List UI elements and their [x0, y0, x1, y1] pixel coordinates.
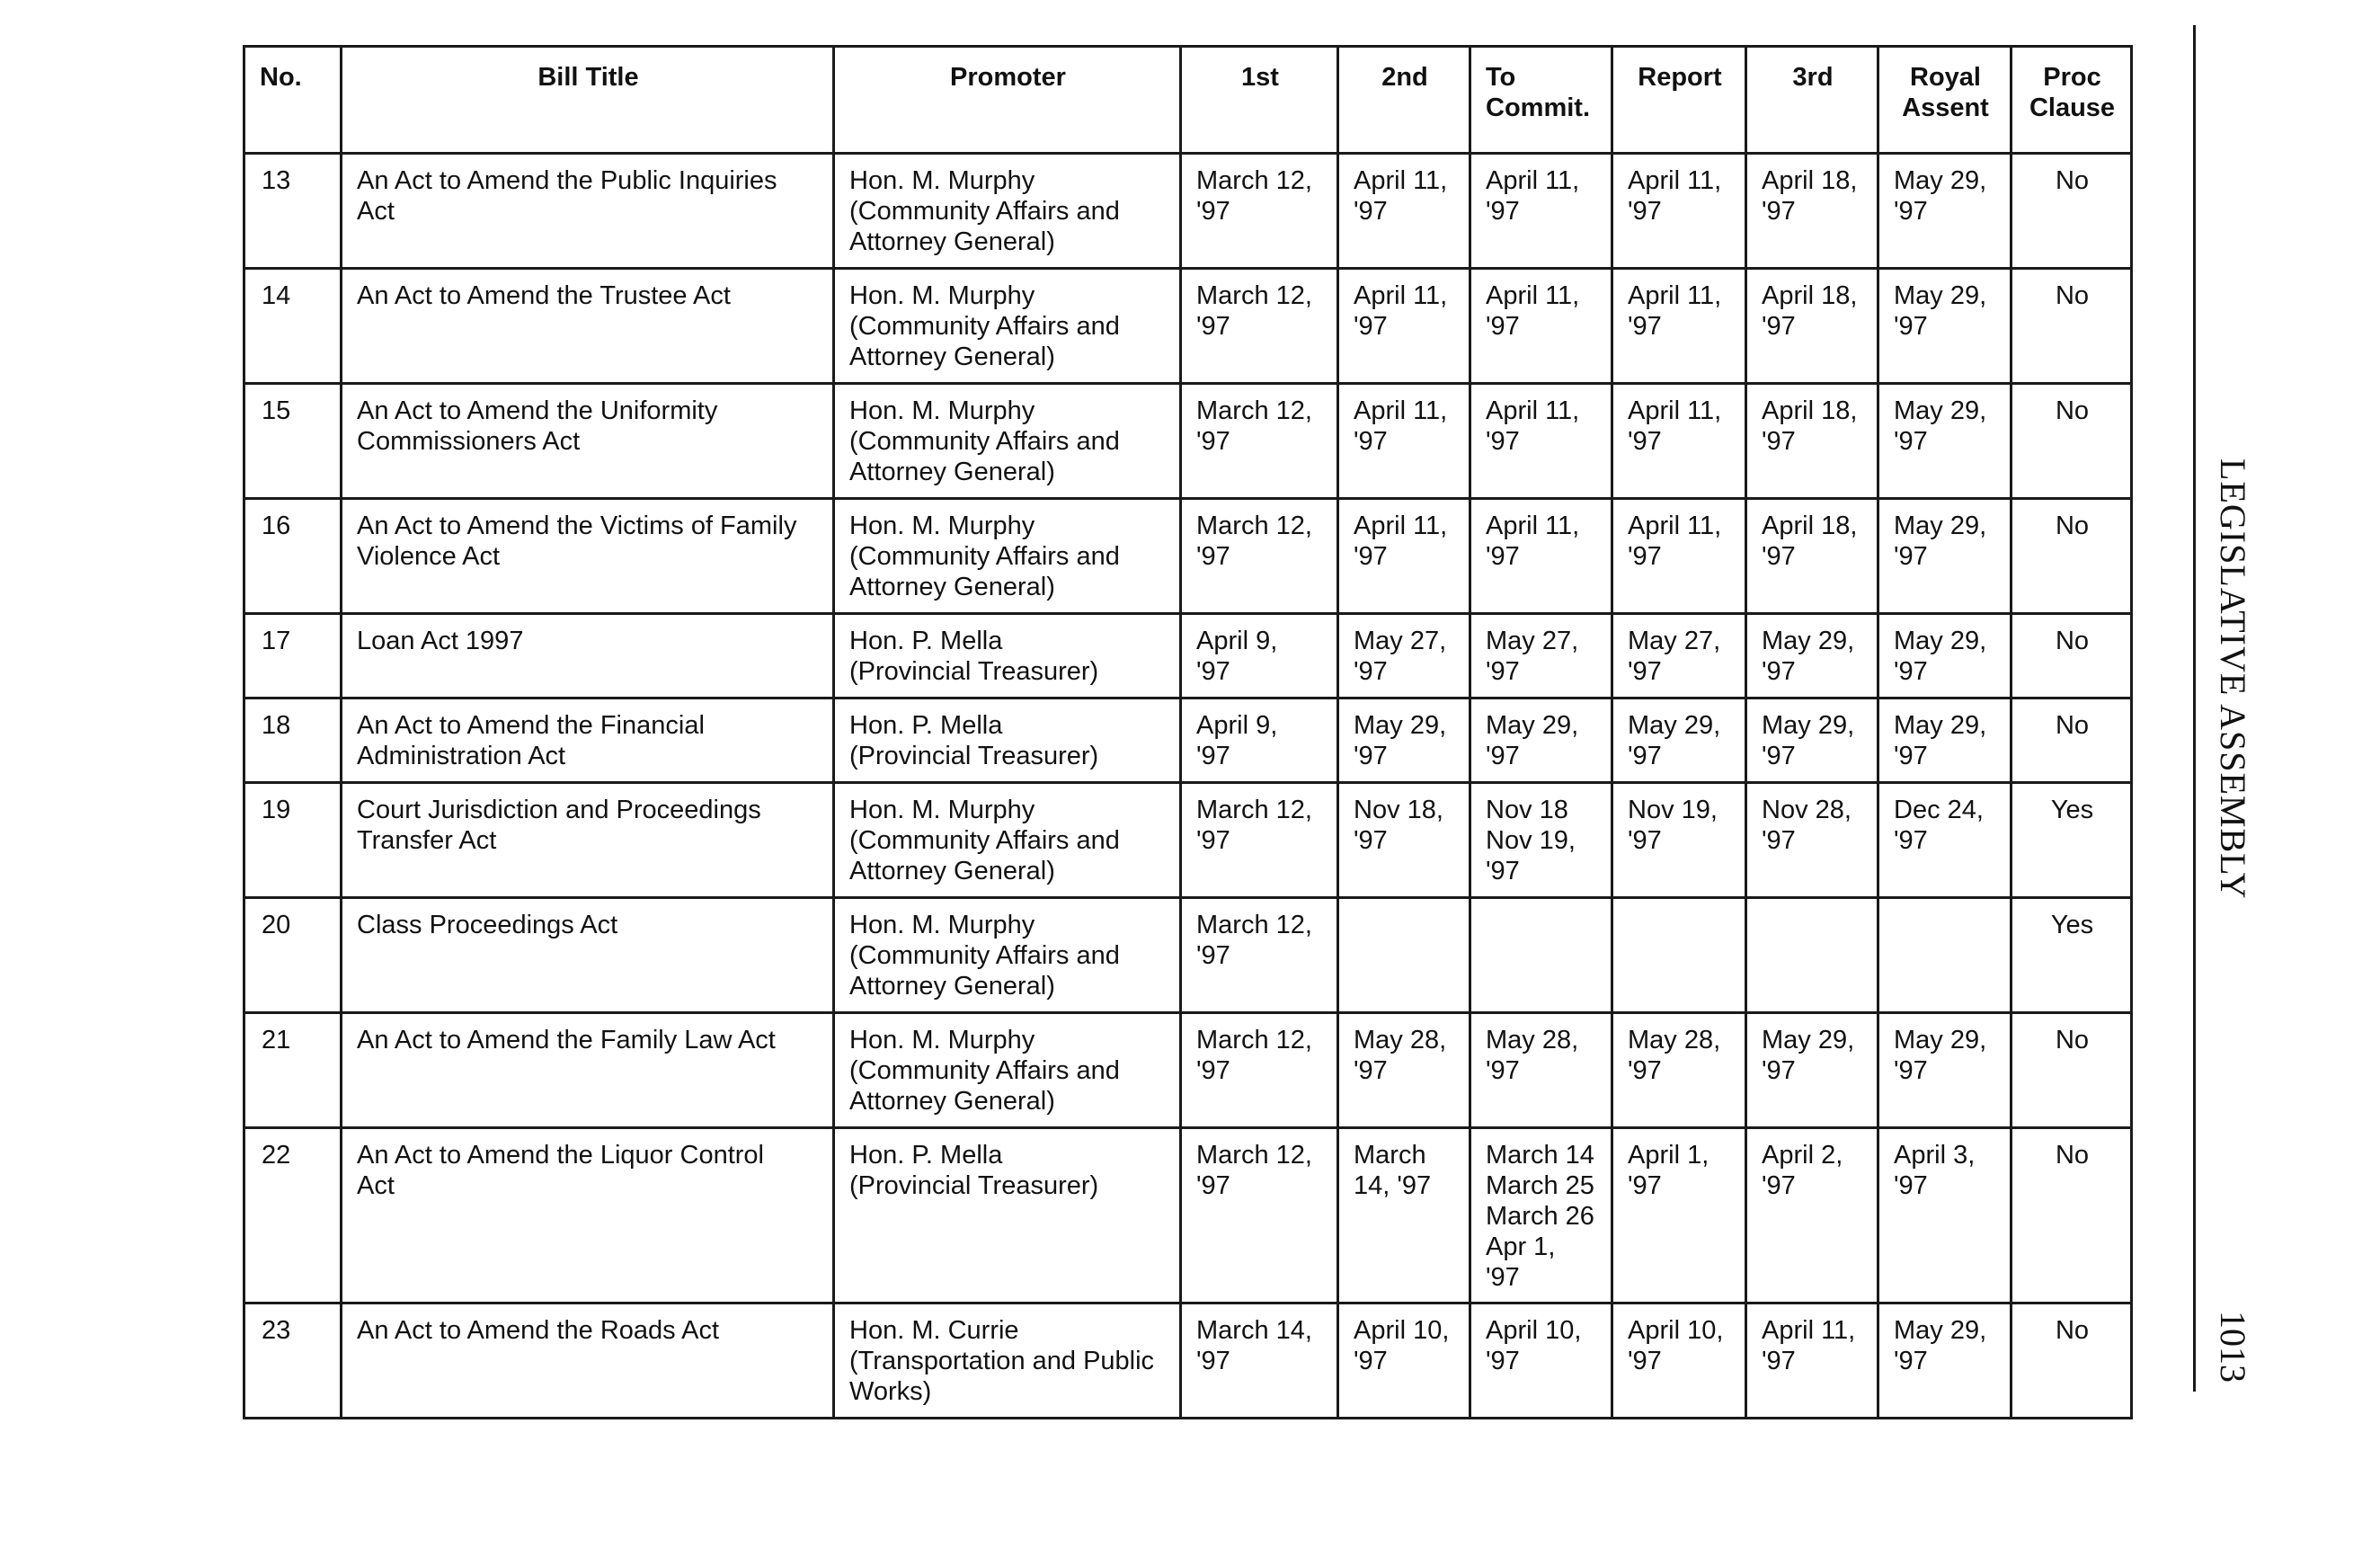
cell-bill-title: An Act to Amend the Liquor Control Act	[342, 1128, 834, 1303]
cell-report: April 11, '97	[1612, 154, 1746, 269]
cell-to-committee: May 29, '97	[1470, 698, 1612, 783]
table-body	[244, 154, 2132, 1419]
cell-report: April 11, '97	[1612, 269, 1746, 384]
cell-no: 23	[244, 1303, 342, 1419]
cell-second-reading: April 11, '97	[1338, 154, 1470, 269]
cell-second-reading: April 11, '97	[1338, 384, 1470, 499]
cell-no: 14	[244, 269, 342, 384]
cell-first-reading: March 12, '97	[1181, 1128, 1338, 1303]
cell-third-reading: April 2, '97	[1746, 1128, 1878, 1303]
cell-bill-title: An Act to Amend the Public Inquiries Act	[342, 154, 834, 269]
cell-royal-assent: May 29, '97	[1878, 614, 2011, 698]
cell-bill-title: An Act to Amend the Trustee Act	[342, 269, 834, 384]
table-row	[244, 499, 2132, 614]
column-header-second-reading: 2nd	[1338, 47, 1470, 154]
cell-bill-title: An Act to Amend the Family Law Act	[342, 1013, 834, 1128]
cell-second-reading: March 14, '97	[1338, 1128, 1470, 1303]
cell-third-reading: April 18, '97	[1746, 269, 1878, 384]
cell-royal-assent: May 29, '97	[1878, 269, 2011, 384]
column-header-third-reading: 3rd	[1746, 47, 1878, 154]
cell-proc-clause: No	[2011, 1128, 2132, 1303]
cell-proc-clause: No	[2011, 499, 2132, 614]
column-header-first-reading: 1st	[1181, 47, 1338, 154]
cell-third-reading: April 11, '97	[1746, 1303, 1878, 1419]
cell-promoter: Hon. M. Murphy (Community Affairs and Attorney General)	[834, 1013, 1181, 1128]
cell-royal-assent: May 29, '97	[1878, 698, 2011, 783]
cell-proc-clause: No	[2011, 269, 2132, 384]
column-header-no: No.	[244, 47, 342, 154]
cell-first-reading: March 12, '97	[1181, 783, 1338, 898]
cell-report: April 10, '97	[1612, 1303, 1746, 1419]
table-row	[244, 898, 2132, 1013]
cell-third-reading: April 18, '97	[1746, 384, 1878, 499]
cell-no: 21	[244, 1013, 342, 1128]
cell-promoter: Hon. P. Mella (Provincial Treasurer)	[834, 1128, 1181, 1303]
cell-first-reading: March 12, '97	[1181, 269, 1338, 384]
cell-first-reading: March 12, '97	[1181, 384, 1338, 499]
column-header-to-committee: To Commit.	[1470, 47, 1612, 154]
cell-to-committee: April 11, '97	[1470, 384, 1612, 499]
column-header-bill-title: Bill Title	[342, 47, 834, 154]
cell-bill-title: An Act to Amend the Victims of Family Violence Act	[342, 499, 834, 614]
column-header-promoter: Promoter	[834, 47, 1181, 154]
cell-no: 18	[244, 698, 342, 783]
cell-promoter: Hon. M. Murphy (Community Affairs and Attorney General)	[834, 898, 1181, 1013]
cell-royal-assent: April 3, '97	[1878, 1128, 2011, 1303]
cell-report: Nov 19, '97	[1612, 783, 1746, 898]
cell-to-committee: May 28, '97	[1470, 1013, 1612, 1128]
cell-no: 16	[244, 499, 342, 614]
cell-first-reading: March 12, '97	[1181, 154, 1338, 269]
cell-proc-clause: Yes	[2011, 898, 2132, 1013]
cell-proc-clause: No	[2011, 614, 2132, 698]
cell-no: 19	[244, 783, 342, 898]
cell-royal-assent: May 29, '97	[1878, 154, 2011, 269]
cell-promoter: Hon. M. Murphy (Community Affairs and Attorney General)	[834, 154, 1181, 269]
cell-to-committee: April 11, '97	[1470, 499, 1612, 614]
cell-bill-title: An Act to Amend the Roads Act	[342, 1303, 834, 1419]
cell-third-reading: May 29, '97	[1746, 698, 1878, 783]
cell-to-committee: April 10, '97	[1470, 1303, 1612, 1419]
cell-third-reading: April 18, '97	[1746, 499, 1878, 614]
cell-report: May 28, '97	[1612, 1013, 1746, 1128]
cell-no: 13	[244, 154, 342, 269]
cell-promoter: Hon. M. Murphy (Community Affairs and Attorney General)	[834, 783, 1181, 898]
cell-report: April 1, '97	[1612, 1128, 1746, 1303]
cell-to-committee	[1470, 898, 1612, 1013]
table-row	[244, 1013, 2132, 1128]
cell-second-reading	[1338, 898, 1470, 1013]
cell-second-reading: Nov 18, '97	[1338, 783, 1470, 898]
cell-no: 22	[244, 1128, 342, 1303]
cell-third-reading	[1746, 898, 1878, 1013]
cell-promoter: Hon. M. Murphy (Community Affairs and Attorney General)	[834, 384, 1181, 499]
cell-second-reading: May 29, '97	[1338, 698, 1470, 783]
cell-royal-assent: Dec 24, '97	[1878, 783, 2011, 898]
cell-second-reading: April 10, '97	[1338, 1303, 1470, 1419]
cell-to-committee: May 27, '97	[1470, 614, 1612, 698]
cell-first-reading: March 12, '97	[1181, 1013, 1338, 1128]
table-header-row	[244, 47, 2132, 154]
cell-bill-title: Loan Act 1997	[342, 614, 834, 698]
table-row	[244, 384, 2132, 499]
table-row	[244, 154, 2132, 269]
cell-first-reading: April 9, '97	[1181, 614, 1338, 698]
running-header-title: LEGISLATIVE ASSEMBLY	[2213, 458, 2253, 900]
cell-to-committee: Nov 18 Nov 19, '97	[1470, 783, 1612, 898]
cell-report: April 11, '97	[1612, 499, 1746, 614]
table-row	[244, 698, 2132, 783]
cell-royal-assent: May 29, '97	[1878, 499, 2011, 614]
bills-table	[243, 45, 2133, 1419]
cell-third-reading: April 18, '97	[1746, 154, 1878, 269]
cell-third-reading: May 29, '97	[1746, 1013, 1878, 1128]
cell-royal-assent	[1878, 898, 2011, 1013]
page-number: 1013	[2213, 1311, 2253, 1383]
cell-no: 17	[244, 614, 342, 698]
table-row	[244, 783, 2132, 898]
cell-promoter: Hon. M. Murphy (Community Affairs and Attorney General)	[834, 499, 1181, 614]
cell-third-reading: Nov 28, '97	[1746, 783, 1878, 898]
cell-royal-assent: May 29, '97	[1878, 1013, 2011, 1128]
cell-third-reading: May 29, '97	[1746, 614, 1878, 698]
cell-proc-clause: No	[2011, 384, 2132, 499]
cell-report: May 29, '97	[1612, 698, 1746, 783]
table-row	[244, 614, 2132, 698]
cell-royal-assent: May 29, '97	[1878, 1303, 2011, 1419]
column-header-proc-clause: Proc Clause	[2011, 47, 2132, 154]
cell-second-reading: May 27, '97	[1338, 614, 1470, 698]
cell-second-reading: April 11, '97	[1338, 499, 1470, 614]
table-row	[244, 1303, 2132, 1419]
cell-first-reading: March 12, '97	[1181, 499, 1338, 614]
cell-report: April 11, '97	[1612, 384, 1746, 499]
cell-promoter: Hon. M. Murphy (Community Affairs and Attorney General)	[834, 269, 1181, 384]
cell-second-reading: May 28, '97	[1338, 1013, 1470, 1128]
cell-to-committee: April 11, '97	[1470, 269, 1612, 384]
margin-rule	[2193, 25, 2196, 1392]
cell-first-reading: April 9, '97	[1181, 698, 1338, 783]
cell-proc-clause: No	[2011, 698, 2132, 783]
cell-promoter: Hon. P. Mella (Provincial Treasurer)	[834, 698, 1181, 783]
cell-bill-title: An Act to Amend the Financial Administration Act	[342, 698, 834, 783]
cell-no: 20	[244, 898, 342, 1013]
cell-proc-clause: No	[2011, 1303, 2132, 1419]
cell-no: 15	[244, 384, 342, 499]
cell-report: May 27, '97	[1612, 614, 1746, 698]
cell-first-reading: March 12, '97	[1181, 898, 1338, 1013]
cell-bill-title: Court Jurisdiction and Proceedings Transfer Act	[342, 783, 834, 898]
column-header-royal-assent: Royal Assent	[1878, 47, 2011, 154]
cell-first-reading: March 14, '97	[1181, 1303, 1338, 1419]
cell-promoter: Hon. M. Currie (Transportation and Public Works)	[834, 1303, 1181, 1419]
cell-promoter: Hon. P. Mella (Provincial Treasurer)	[834, 614, 1181, 698]
cell-bill-title: Class Proceedings Act	[342, 898, 834, 1013]
cell-second-reading: April 11, '97	[1338, 269, 1470, 384]
cell-proc-clause: No	[2011, 1013, 2132, 1128]
cell-to-committee: March 14 March 25 March 26 Apr 1, '97	[1470, 1128, 1612, 1303]
table-row	[244, 269, 2132, 384]
cell-bill-title: An Act to Amend the Uniformity Commissioners Act	[342, 384, 834, 499]
cell-proc-clause: No	[2011, 154, 2132, 269]
table-row	[244, 1128, 2132, 1303]
cell-report	[1612, 898, 1746, 1013]
cell-to-committee: April 11, '97	[1470, 154, 1612, 269]
cell-proc-clause: Yes	[2011, 783, 2132, 898]
column-header-report: Report	[1612, 47, 1746, 154]
cell-royal-assent: May 29, '97	[1878, 384, 2011, 499]
